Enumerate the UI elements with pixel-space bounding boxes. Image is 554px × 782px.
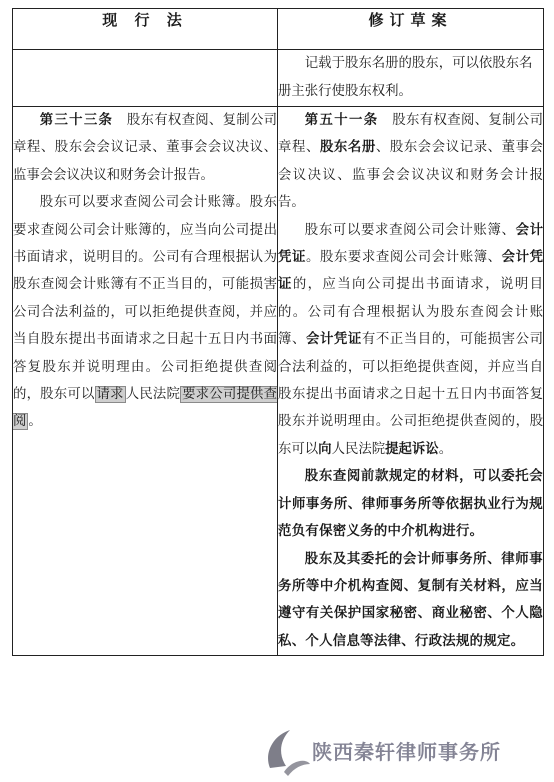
highlight-deleted-2: 要求公司提供查阅 [13, 387, 278, 430]
draft-para-4: 股东及其委托的会计师事务所、律师事务所等中介机构查阅、复制有关材料，应当遵守有关保护国家秘密、商业秘密、个人隐私、个人信息等法律、行政法规的规定。 [278, 551, 543, 649]
carry-over-row [13, 50, 544, 107]
draft-para-2-a: 股东可以要求查阅公司会计账簿、 [304, 222, 516, 238]
added-file-lawsuit: 提起诉讼 [385, 441, 439, 457]
current-para-2-mid: 人民法院 [125, 387, 181, 403]
article-row [13, 107, 544, 656]
draft-para-2 [278, 217, 543, 464]
draft-para-2-c: 。股东要求查阅公司会计账簿、 [305, 250, 502, 266]
current-para-2-end: 。 [28, 414, 42, 430]
header-row [13, 9, 544, 50]
current-law-cell [13, 107, 278, 656]
draft-para-2-e: 的，应当向公司提出书面请求，说明目的。公司有合理根据认为股东查阅会计账簿、 [278, 277, 544, 348]
added-shareholder-register: 股东名册 [319, 140, 376, 156]
draft-para-1-c: 、股东会会议记录、董事会会议决议、监事会会议决议和财务会计报告。 [278, 140, 544, 211]
watermark [262, 724, 522, 778]
draft-para-2-k: 。 [438, 441, 453, 457]
added-accounting-vouchers-1: 会计凭证 [278, 222, 544, 266]
carry-over-text: 记载于股东名册的股东，可以依股东名册主张行使股东权利。 [278, 56, 533, 99]
current-para-2 [13, 189, 277, 436]
current-para-1-text: 股东有权查阅、复制公司章程、股东会会议记录、董事会会议决议、监事会会议决议和财务会计报告。 [13, 113, 278, 183]
added-accounting-vouchers-2: 会计凭证 [278, 250, 544, 293]
carry-over-left-empty [13, 50, 278, 107]
current-para-1 [13, 107, 277, 189]
watermark-text: 陕西秦轩律师事务所 [312, 740, 501, 764]
draft-cell [278, 107, 544, 656]
header-draft-revision: 修订草案 [278, 9, 544, 50]
current-para-2-text: 股东可以要求查阅公司会计账簿。股东要求查阅公司会计账簿的，应当向公司提出书面请求，说明目的。公司有合理根据认为股东查阅会计账簿有不正当目的，可能损害公司合法利益的，可以拒绝提供查阅，并应当自股东提出书面请求之日起十五日内书面答复股东并说明理由。公司拒绝提供查阅的，股东可以 [13, 195, 277, 403]
draft-para-2-g: 有不正当目的，可能损害公司合法利益的，可以拒绝提供查阅，并应当自股东提出书面请求之日起十五日内书面答复股东并说明理由。公司拒绝提供查阅的，股东可以 [278, 332, 544, 457]
current-article-number: 第三十三条 [39, 113, 114, 128]
comparison-table [12, 8, 544, 656]
draft-para-1 [278, 107, 543, 217]
added-to: 向 [318, 441, 332, 457]
draft-para-3: 股东查阅前款规定的材料，可以委托会计师事务所、律师事务所等依据执业行为规范负有保密义务的中介机构进行。 [278, 469, 543, 540]
draft-para-2-i: 人民法院 [331, 441, 386, 457]
added-accounting-vouchers-3: 会计凭证 [305, 332, 362, 348]
draft-article-number: 第五十一条 [304, 113, 379, 128]
highlight-deleted-1: 请求 [96, 387, 124, 403]
draft-para-1-a: 股东有权查阅、复制公司章程、 [278, 113, 544, 156]
law-firm-logo-icon [262, 724, 312, 778]
carry-over-right [278, 50, 544, 107]
header-current-law: 现 行 法 [13, 9, 278, 50]
